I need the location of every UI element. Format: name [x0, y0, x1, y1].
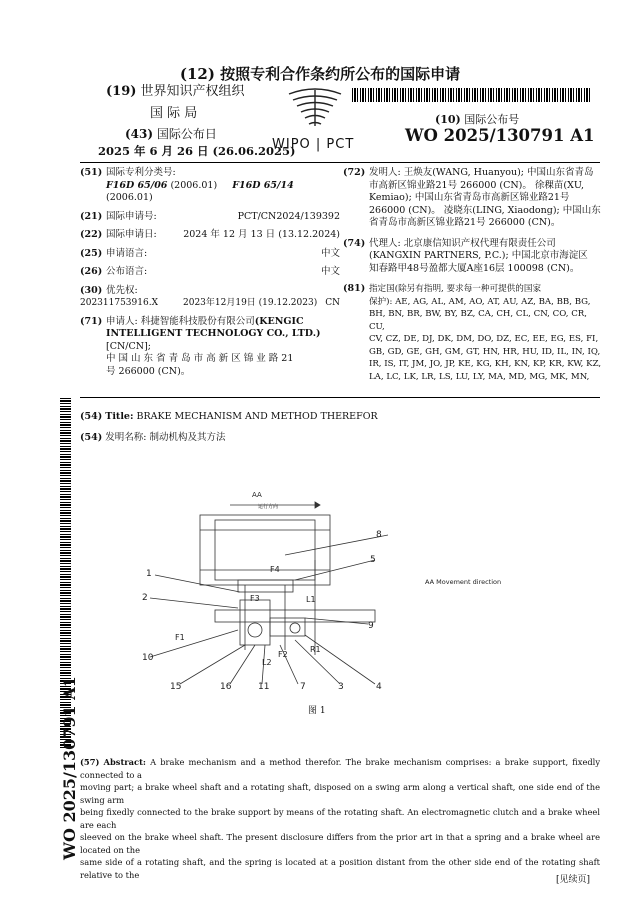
pub-date-block: [125, 125, 217, 142]
states-line: CV, CZ, DE, DJ, DK, DM, DO, DZ, EC, EE, EG, ES, FI,: [368, 334, 599, 344]
inventor-line: Kemiao); 中国山东省青岛市高新区锦业路21号: [369, 192, 570, 203]
ipc-2: F16D 65/14: [232, 179, 294, 191]
agent-block: [369, 238, 588, 276]
title-en: [80, 411, 378, 424]
bib-right: [343, 167, 605, 383]
wipo-emblem-icon: [275, 86, 355, 134]
org-block: [106, 86, 245, 99]
title-zh-value: 制动机构及其方法: [149, 432, 226, 443]
priority-no: 202311753916.X: [80, 298, 158, 308]
appno-label: 国际申请号:: [106, 210, 157, 222]
title-en-label: Title:: [105, 411, 134, 422]
mid-divider: [80, 397, 600, 398]
abstract-text: A brake mechanism and a method therefor. The brake mechanism comprises: a brake support, fixedly connected to a: [80, 757, 601, 780]
title-zh-code: (54): [80, 432, 103, 443]
abstract-line: sleeved on the brake wheel shaft. The present disclosure differs from the prior art in that a spring and a brake wheel are located on the: [80, 832, 600, 855]
publang-code: (26): [80, 266, 103, 277]
agent-line: (KANGXIN PARTNERS, P.C.); 中国北京市海淀区: [369, 250, 588, 261]
applicant-line2-en: INTELLIGENT TECHNOLOGY CO., LTD.): [106, 328, 321, 339]
label-l1: L1: [306, 595, 316, 604]
label-f2: F2: [278, 650, 288, 659]
pub-no-block: [435, 111, 519, 127]
applicant-line1-en: (KENGIC: [254, 315, 304, 327]
publang-value: 中文: [320, 266, 340, 277]
applicant-line1-prefix: 申请人: 科捷智能科技股份有限公司: [106, 315, 255, 327]
org-name: 世界知识产权组织: [140, 84, 245, 99]
num-11: 11: [258, 682, 270, 692]
ipc-2-year: (2006.01): [106, 192, 153, 203]
label-l2: L2: [262, 658, 272, 667]
lang-label: 申请语言:: [106, 247, 148, 259]
states-line: IR, IS, IT, JM, JO, JP, KE, KG, KH, KN, KP, KR, KW, KZ,: [368, 359, 602, 369]
rail: [215, 610, 375, 622]
abstract: [80, 756, 600, 881]
bib-left: [80, 167, 340, 378]
abstract-code: (57): [80, 757, 100, 767]
direction-zh: 运行方向: [258, 504, 279, 510]
label-f1: F1: [175, 633, 185, 642]
pub-date-label: 国际公布日: [156, 127, 217, 141]
inventor-line: 发明人: 王焕友(WANG, Huanyou); 中国山东省青岛: [369, 167, 594, 178]
abstract-line: same side of a rotating shaft, and the spring is located at a position distant from the other side end of the rotating shaft relative to the: [80, 857, 600, 880]
applicant-line2-suffix: [CN/CN];: [106, 340, 151, 352]
title-en-value: BRAKE MECHANISM AND METHOD THEREFOR: [136, 411, 378, 422]
pub-date-code: (43): [125, 127, 154, 141]
aa-arrowhead: [315, 502, 320, 508]
inventor-line: 266000 (CN)。 凌晓东(LING, Xiaodong); 中国山东: [369, 204, 601, 216]
appno-value: PCT/CN2024/139392: [237, 210, 340, 222]
states-line: BH, BN, BR, BW, BY, BZ, CA, CH, CL, CN, CO, CR, CU,: [368, 309, 587, 332]
abstract-line: moving part; a brake wheel shaft and a rotating shaft, disposed on a swing arm along a vertical shaft, one side end of the swing arm: [80, 782, 600, 805]
inventor-line: 省青岛市高新区锦业路21号 266000 (CN)。: [369, 217, 561, 228]
states-line: 保护): AE, AG, AL, AM, AO, AT, AU, AZ, BA, BB, BG,: [368, 296, 591, 307]
num-10: 10: [142, 653, 154, 663]
num-7: 7: [300, 682, 306, 692]
states-code: (81): [343, 283, 366, 294]
num-4: 4: [376, 682, 382, 692]
pub-no-code: (10): [435, 113, 461, 126]
patent-figure: [120, 480, 520, 720]
num-5: 5: [370, 555, 376, 565]
label-f4: F4: [270, 565, 280, 574]
applicant-line4: 号 266000 (CN)。: [106, 365, 191, 377]
inventor-code: (72): [343, 167, 366, 178]
ipc-1: F16D 65/06: [106, 179, 168, 191]
num-1: 1: [146, 569, 152, 579]
ipc-1-year: (2006.01): [170, 179, 218, 191]
abstract-label: Abstract:: [103, 757, 146, 767]
agent-code: (74): [343, 237, 366, 249]
states-line: 指定国(除另有指明, 要求每一种可提供的国家: [368, 284, 542, 294]
ipc-label: 国际专利分类号:: [106, 167, 176, 178]
title-zh: [80, 432, 226, 445]
barcode: [352, 88, 592, 102]
inventor-line: 市高新区锦业路21号 266000 (CN)。 徐稞苗(XU,: [369, 179, 585, 191]
figure-caption: 图 1: [308, 706, 326, 716]
filing-value: 2024 年 12 月 13 日 (13.12.2024): [183, 229, 340, 240]
agent-line: 代理人: 北京康信知识产权代理有限责任公司: [369, 237, 556, 249]
appno-code: (21): [80, 210, 103, 222]
publang-label: 公布语言:: [106, 266, 148, 277]
agent-line: 知春路甲48号盈都大厦A座16层 100098 (CN)。: [369, 262, 580, 274]
num-15: 15: [170, 682, 182, 692]
logo-text: WIPO | PCT: [272, 137, 355, 152]
states-line: LA, LC, LK, LR, LS, LU, LY, MA, MD, MG, MK, MN,: [368, 371, 590, 382]
applicant-line3: 中 国 山 东 省 青 岛 市 高 新 区 锦 业 路 21: [106, 353, 294, 364]
abstract-line: being fixedly connected to the brake support by means of the rotating shaft. An electromagnetic clutch and a brake wheel are each: [80, 807, 600, 830]
num-2: 2: [142, 593, 148, 603]
abstract-line: [80, 756, 600, 781]
direction-en: AA Movement direction: [425, 578, 502, 586]
filing-label: 国际申请日:: [106, 229, 157, 240]
filing-code: (22): [80, 229, 103, 240]
side-pub-number: WO 2025/130791 A1: [60, 676, 79, 860]
num-8: 8: [376, 530, 382, 540]
aa-label: AA: [252, 491, 262, 499]
num-16: 16: [220, 682, 232, 692]
applicant-code: (71): [80, 315, 103, 327]
label-r1: R1: [310, 645, 321, 654]
org-code: (19): [106, 84, 137, 99]
priority-label: 优先权:: [106, 284, 138, 296]
header-divider: [80, 162, 600, 163]
states-line: GB, GD, GE, GH, GM, GT, HN, HR, HU, ID, IL, IN, IQ,: [368, 346, 601, 357]
num-3: 3: [338, 682, 344, 692]
label-f3: F3: [250, 594, 260, 603]
document-title: (12) 按照专利合作条约所公布的国际申请: [179, 65, 461, 83]
pub-no-value: WO 2025/130791 A1: [405, 126, 595, 145]
bureau: 国 际 局: [150, 106, 198, 121]
pub-no-label: 国际公布号: [464, 113, 520, 126]
ipc-code: (51): [80, 167, 103, 178]
priority-code: (30): [80, 284, 103, 296]
inner-box: [215, 520, 315, 580]
priority-country: CN: [325, 298, 340, 308]
inventor-block: [369, 167, 601, 230]
num-9: 9: [368, 621, 374, 631]
pub-date-value: 2025 年 6 月 26 日 (26.06.2025): [98, 144, 296, 158]
lang-code: (25): [80, 247, 103, 259]
title-en-code: (54): [80, 411, 103, 422]
priority-date: 2023年12月19日 (19.12.2023): [183, 298, 318, 308]
wipo-logo: [275, 86, 355, 136]
continued-note: [见续页]: [556, 875, 591, 885]
states-block: [369, 283, 605, 383]
lang-value: 中文: [320, 247, 340, 259]
title-zh-label: 发明名称:: [105, 432, 147, 443]
